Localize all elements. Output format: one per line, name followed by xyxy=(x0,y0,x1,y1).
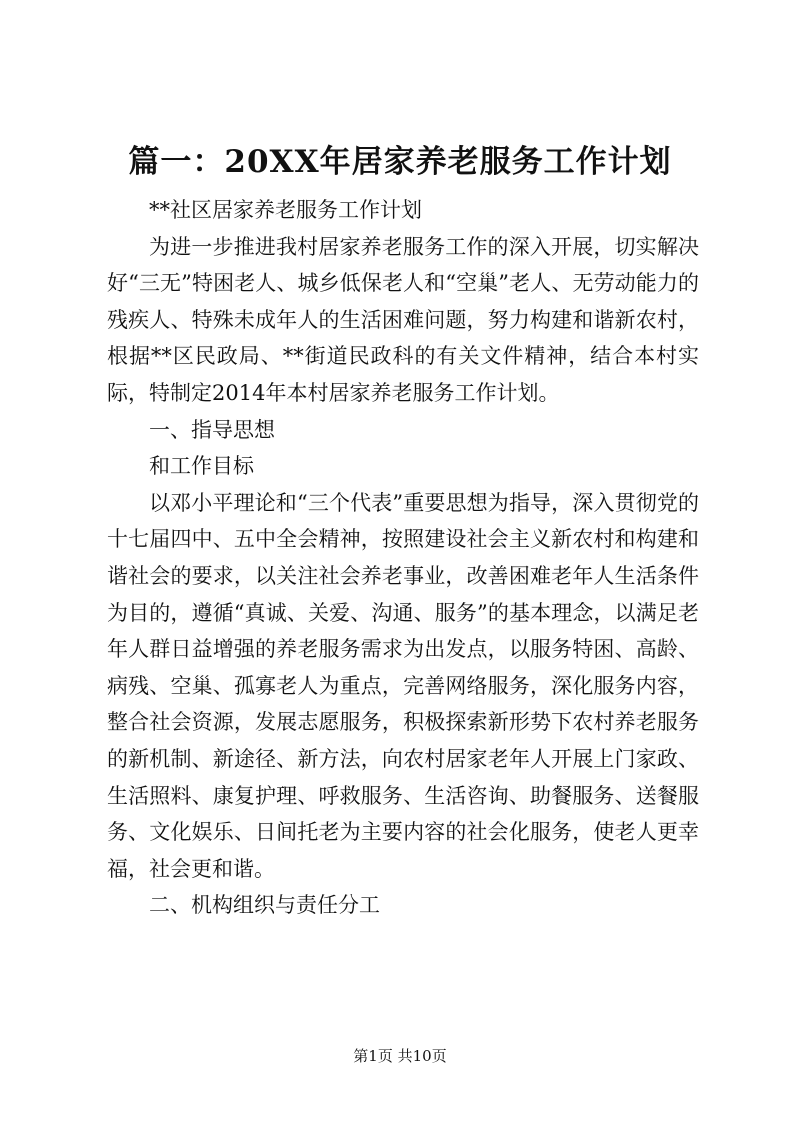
paragraph-intro: 为进一步推进我村居家养老服务工作的深入开展，切实解决好“三无”特困老人、城乡低保老人和“空巢”老人、无劳动能力的残疾人、特殊未成年人的生活困难问题，努力构建和谐新农村，根据**区民政局、**街道民政科的有关文件精神，结合本村实际，特制定2014年本村居家养老服务工作计划。 xyxy=(107,234,699,405)
paragraph-subtitle: **社区居家养老服务工作计划 xyxy=(149,198,422,222)
page-number-footer: 第1页 共10页 xyxy=(353,1047,447,1065)
document-title: 篇一：20XX年居家养老服务工作计划 xyxy=(128,144,672,180)
document-body xyxy=(107,192,699,924)
section-heading-1-cont: 和工作目标 xyxy=(149,454,254,479)
section-heading-1: 一、指导思想 xyxy=(149,417,275,442)
section-heading-2: 二、机构组织与责任分工 xyxy=(149,893,380,918)
paragraph-guiding-ideology: 以邓小平理论和“三个代表”重要思想为指导，深入贯彻党的十七届四中、五中全会精神，按照建设社会主义新农村和构建和谐社会的要求，以关注社会养老事业，改善困难老年人生活条件为目的，遵循“真诚、关爱、沟通、服务”的基本理念，以满足老年人群日益增强的养老服务需求为出发点，以服务特困、高龄、病残、空巢、孤寡老人为重点，完善网络服务，深化服务内容，整合社会资源，发展志愿服务，积极探索新形势下农村养老服务的新机制、新途径、新方法，向农村居家老年人开展上门家政、生活照料、康复护理、呼救服务、生活咨询、助餐服务、送餐服务、文化娱乐、日间托老为主要内容的社会化服务，使老人更幸福，社会更和谐。 xyxy=(107,490,699,881)
